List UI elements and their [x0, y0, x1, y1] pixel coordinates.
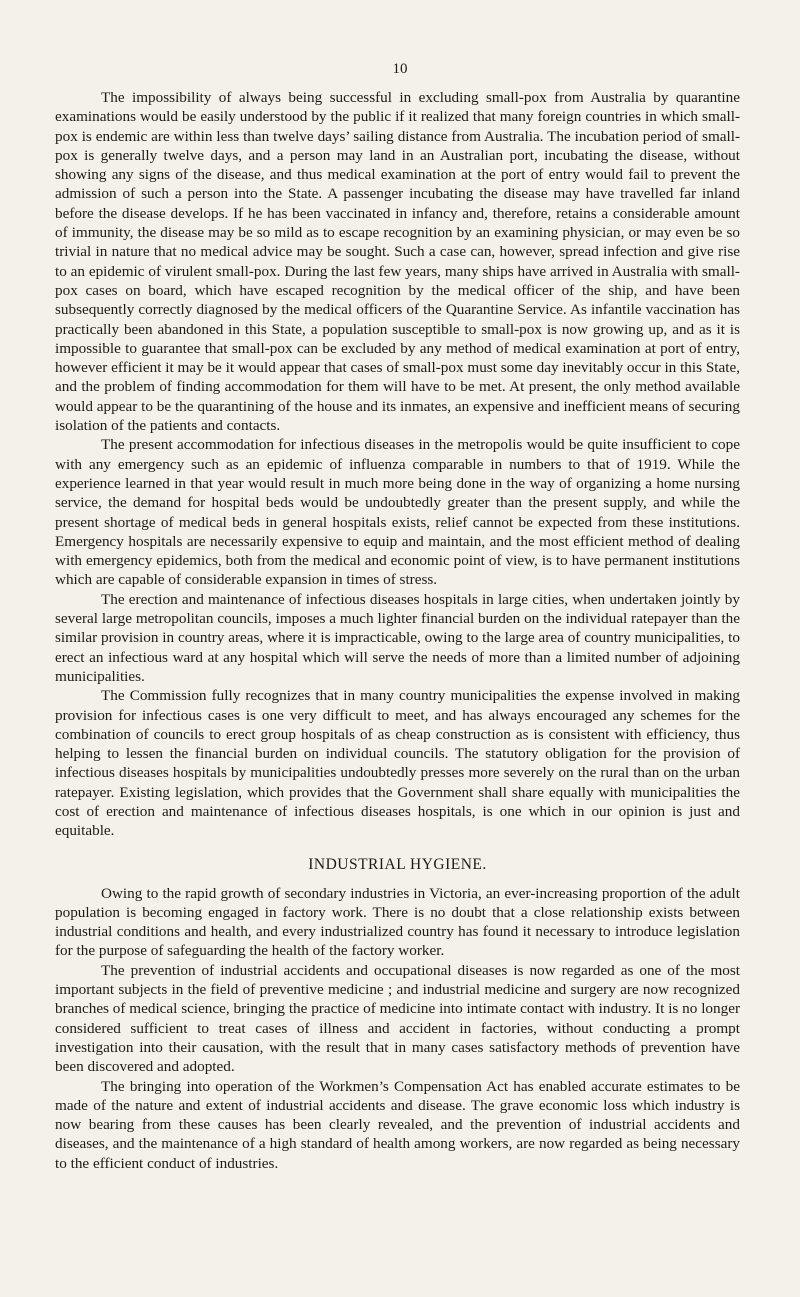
paragraph-commission-recognizes: The Commission fully recognizes that in many country municipalities the expense involved in making provision for infectious cases is one very difficult to meet, and has always encouraged any schemes for the combination of councils to erect group hospitals of as cheap construction as is consistent with efficiency, thus helping to lessen the financial burden on individual councils. The statutory obligation for the provision of infectious diseases hospitals by municipalities undoubtedly presses more severely on the rural than on the urban ratepayer. Existing legislation, which provides that the Government shall share equally with municipalities the cost of erection and maintenance of infectious diseases hospitals, is one which in our opinion is just and equitable. [55, 687, 740, 840]
paragraph-workmens-compensation: The bringing into operation of the Workmen’s Compensation Act has enabled accurate estimates to be made of the nature and extent of industrial accidents and disease. The grave economic loss which industry is now bearing from these causes has been clearly revealed, and the prevention of industrial accidents and diseases, and the maintenance of a high standard of health among workers, are now regarded as being necessary to the efficient conduct of industries. [55, 1077, 740, 1172]
paragraph-hospital-erection: The erection and maintenance of infectious diseases hospitals in large cities, when undertaken jointly by several large metropolitan councils, imposes a much lighter financial burden on the individual ratepayer than the similar provision in country areas, where it is impracticable, owing to the large area of country municipalities, to erect an infectious ward at any hospital which will serve the needs of more than a limited number of adjoining municipalities. [55, 590, 740, 685]
paragraph-industrial-accidents: The prevention of industrial accidents and occupational diseases is now regarded as one of the most important subjects in the field of preventive medicine ; and industrial medicine and surgery are now recognized branches of medical science, bringing the practice of medicine into intimate contact with industry. It is no longer considered sufficient to treat cases of illness and accident in factories, without conducting a prompt investigation into their causation, with the result that in many cases satisfactory methods of prevention have been discovered and adopted. [55, 961, 740, 1076]
section-heading: INDUSTRIAL HYGIENE. [308, 855, 487, 873]
page-number: 10 [392, 61, 408, 77]
paragraph-smallpox-quarantine: The impossibility of always being successful in excluding small-pox from Australia by quarantine examinations would be easily understood by the public if it realized that many foreign countries in which small-pox is endemic are within less than twelve days’ sailing distance from Australia. The incubation period of small-pox is generally twelve days, and a person may land in an Australian port, incubating the disease, without showing any signs of the disease, and thus medical examination at the port of entry would fail to prevent the admission of such a person into the State. A passenger incubating the disease may have travelled far inland before the disease develops. If he has been vaccinated in infancy and, therefore, retains a considerable amount of immunity, the disease may be so mild as to escape recognition by an examining physician, or may even be so trivial in nature that no medical advice may be sought. Such a case can, however, spread infection and give rise to an epidemic of virulent small-pox. During the last few years, many ships have arrived in Australia with small-pox cases on board, which have escaped recognition by the medical officer of the ship, and have been subsequently correctly diagnosed by the medical officers of the Quarantine Service. As infantile vaccination has practically been abandoned in this State, a population susceptible to small-pox is now growing up, and as it is impossible to guarantee that small-pox can be excluded by any method of medical examination at port of entry, however efficient it may be it would appear that cases of small-pox must some day inevitably occur in this State, and the problem of finding accommodation for them will have to be met. At present, the only method available would appear to be the quarantining of the house and its inmates, an expensive and inefficient means of securing isolation of the patients and contacts. [55, 89, 740, 435]
paragraph-metropolis-accommodation: The present accommodation for infectious diseases in the metropolis would be quite insufficient to cope with any emergency such as an epidemic of influenza comparable in numbers to that of 1919. While the experience learned in that year would result in much more being done in the way of organizing a home nursing service, the demand for hospital beds would be undoubtedly greater than the present supply, and while the present shortage of medical beds in general hospitals exists, relief cannot be expected from these institutions. Emergency hospitals are necessarily expensive to equip and maintain, and the most efficient method of dealing with emergency epidemics, both from the medical and economic point of view, is to have permanent institutions which are capable of considerable expansion in times of stress. [55, 436, 740, 589]
document-body [55, 88, 740, 1173]
paragraph-secondary-industries: Owing to the rapid growth of secondary industries in Victoria, an ever-increasing proportion of the adult population is becoming engaged in factory work. There is no doubt that a close relationship exists between industrial conditions and health, and every industrialized country has found it necessary to introduce legislation for the purpose of safeguarding the health of the factory worker. [55, 884, 740, 960]
